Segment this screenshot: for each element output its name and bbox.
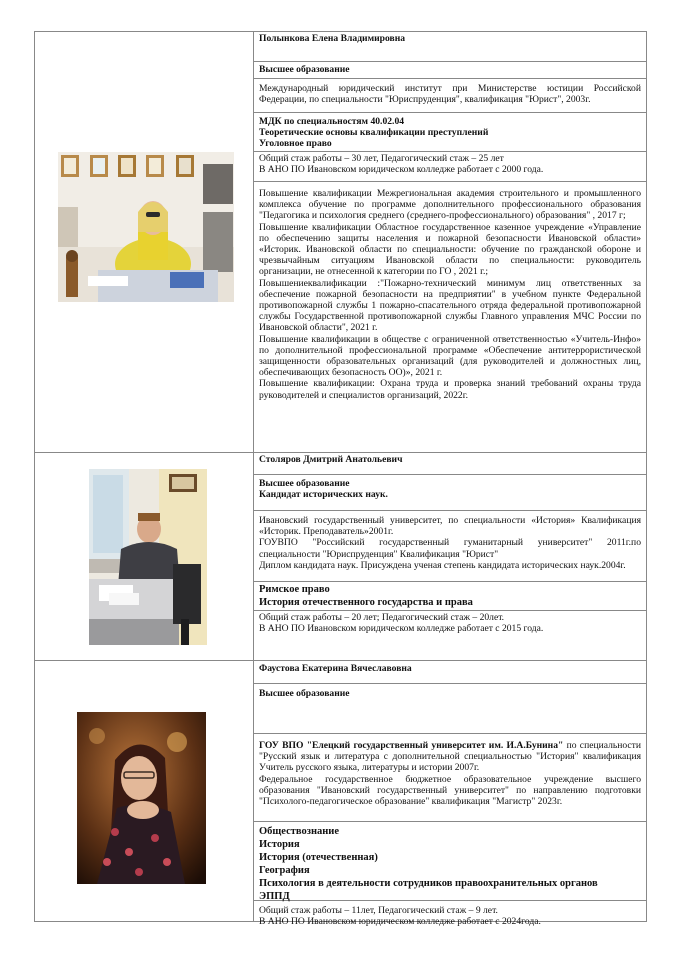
- education-level: Высшее образование: [254, 684, 646, 734]
- education-details: [254, 511, 646, 582]
- education-item: Ивановский государственный университет, по специальности «История» Квалификация «Историк. Преподаватель»2001г.: [259, 515, 641, 538]
- subject-item: Римское право: [259, 584, 330, 595]
- experience-line: В АНО ПО Ивановском юридическом колледже работает с 2024года.: [259, 916, 541, 928]
- experience-line: Общий стаж работы – 20 лет; Педагогический стаж – 20лет.: [259, 612, 505, 623]
- training-item: Повышениеквалификации :"Пожарно-технический минимум лиц ответственных за обеспечение пожарной безопасности на предприятии" в учебном пункте Федеральной противопожарной службы 1 пожарно-спасательного отряда федеральной противопожарной службы Государственной противопожарной службы Главного управления МЧС России по Ивановской области", 2021 г.: [259, 277, 641, 334]
- subject-item: МДК по специальностям 40.02.04: [259, 116, 405, 127]
- staff-row: [35, 32, 646, 453]
- education-item: Диплом кандидата наук. Присуждена ученая степень кандидата исторических наук.2004г.: [259, 559, 626, 571]
- subject-item: ЭППД: [259, 891, 290, 902]
- staff-row: [35, 453, 646, 661]
- staff-photo: [58, 152, 234, 302]
- education-details: [254, 734, 646, 822]
- education-level: Высшее образование: [259, 478, 350, 489]
- subject-item: История: [259, 839, 300, 850]
- experience-cell: [254, 611, 646, 661]
- subject-item: История (отечественная): [259, 852, 378, 863]
- staff-name: Полынкова Елена Владимировна: [254, 32, 646, 62]
- experience-line: В АНО ПО Ивановском юридическом колледже работает с 2000 года.: [259, 164, 544, 176]
- education-level-cell: [254, 475, 646, 511]
- training-item: Повышение квалификации: Охрана труда и проверка знаний требований охраны труда руководителей и специалистов организаций, 2022г.: [259, 378, 641, 401]
- subject-item: Теоретические основы квалификации преступлений: [259, 127, 489, 139]
- experience-cell: [254, 152, 646, 182]
- education-item-rest: по специальности "Русский язык и литература с дополнительной специальностью "История" квалификация Учитель русского языка, литературы и истории 2007г.: [259, 740, 641, 774]
- subject-item: География: [259, 865, 310, 876]
- training-item: Повышение квалификации Межрегиональная академия строительного и промышленного комплекса обучение по программе дополнительного профессионального образования "Педагогика и психология среднего (среднего-профессионального) образования" , 2017 г;: [259, 188, 641, 222]
- staff-name: Фаустова Екатерина Вячеславовна: [254, 661, 646, 684]
- training-cell: [254, 182, 646, 453]
- photo-cell: [35, 453, 254, 660]
- education-details: Международный юридический институт при Министерстве юстиции Российской Федерации, по специальности "Юриспруденция", квалификация "Юрист", 2003г.: [254, 79, 646, 113]
- subject-item: Уголовное право: [259, 138, 332, 150]
- experience-line: Общий стаж работы – 11лет, Педагогический стаж – 9 лет.: [259, 905, 498, 916]
- subjects-cell: [254, 582, 646, 611]
- staff-photo: [77, 712, 206, 884]
- staff-name: Столяров Дмитрий Анатольевич: [254, 453, 646, 475]
- training-item: Повышение квалификации Областное государственное казенное учреждение «Управление по обеспечению защиты населения и пожарной безопасности Ивановской области» «Историк. Ивановской области по специальности: обучение по гражданской обороне и чрезвычайным ситуациям Ивановской области по специальности: руководитель организации, не отнесенной к категории по ГО , 2021 г.;: [259, 221, 641, 278]
- training-item: Повышение квалификации в обществе с ограниченной ответственностью «Учитель-Инфо» по дополнительной профессиональной программе «Обеспечение антитеррористической защищенности образовательных организаций (для руководителей и должностных лиц, обеспечивающих безопасность ОО)», 2021 г.: [259, 333, 641, 379]
- education-item: Федеральное государственное бюджетное образовательное учреждение высшего образования "Ивановский государственный университет" по направлению подготовки "Психолого-педагогическое образование" квалификация "Магистр" 2023г.: [259, 773, 641, 808]
- experience-cell: [254, 901, 646, 928]
- education-item: ГОУВПО "Российский государственный гуманитарный университет" 2011г.по специальности "Юриспруденция" Квалификация "Юрист": [259, 537, 641, 560]
- subjects-cell: [254, 822, 646, 901]
- subject-item: Обществознание: [259, 826, 340, 837]
- university-name: ГОУ ВПО "Елецкий государственный университет им. И.А.Бунина": [259, 740, 564, 751]
- staff-photo: [89, 469, 207, 645]
- academic-degree: Кандидат исторических наук.: [259, 489, 388, 501]
- staff-row: [35, 661, 646, 928]
- subject-item: Психология в деятельности сотрудников правоохранительных органов: [259, 878, 598, 889]
- staff-table: [34, 31, 647, 928]
- education-item: [259, 740, 641, 774]
- subjects-cell: [254, 113, 646, 152]
- experience-line: В АНО ПО Ивановском юридическом колледже работает с 2015 года.: [259, 623, 544, 635]
- subject-item: История отечественного государства и права: [259, 596, 473, 608]
- photo-cell: [35, 32, 254, 452]
- education-level: Высшее образование: [254, 62, 646, 79]
- photo-cell: [35, 661, 254, 921]
- experience-line: Общий стаж работы – 30 лет, Педагогический стаж – 25 лет: [259, 153, 504, 164]
